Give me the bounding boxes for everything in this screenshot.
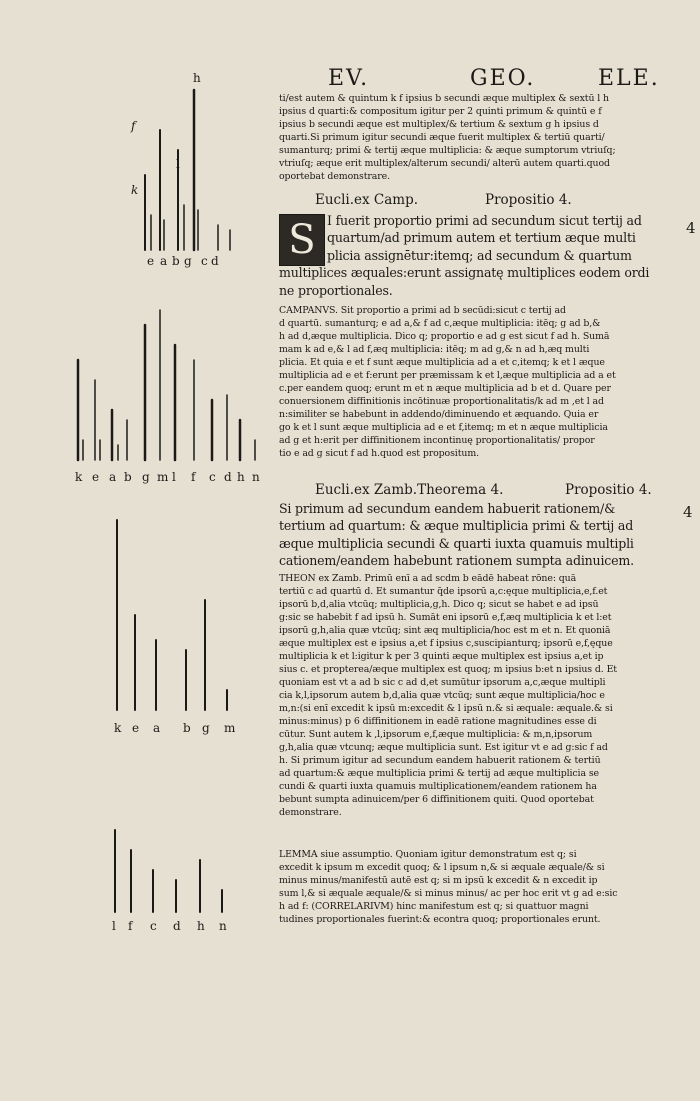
- header-center: GEO.: [470, 66, 536, 91]
- segment-label: c: [209, 470, 216, 484]
- text-line: ti/est autem & quintum k f ipsius b secundi æque multiplex & sextū l h: [279, 93, 609, 104]
- margin-number: 4: [683, 503, 693, 521]
- margin-number: 4: [686, 219, 696, 237]
- segment-label: f: [191, 470, 196, 484]
- text-line: CAMPANVS. Sit proportio a primi ad b secūdi:sicut c tertij ad: [279, 305, 566, 316]
- paragraph-continuation: [279, 92, 689, 183]
- text-line: Si primum ad secundum eandem habuerit rationem/&: [279, 501, 616, 516]
- text-line: mam k ad e,& l ad f,æq multiplicia: itēq; m ad g,& n ad h,æq multi: [279, 344, 590, 355]
- segment-label: l: [176, 157, 180, 171]
- segment-label: c: [150, 919, 157, 933]
- text-line: cationem/eandem habebunt rationem sumpta adinuicem.: [279, 553, 634, 569]
- text-line: excedit k ipsum m excedit quoq; & l ipsum n,& si æquale æquale/& si: [279, 862, 605, 873]
- text-line: d quartū. sumanturq; e ad a,& f ad c,æque multiplicia: itēq; g ad b,&: [279, 318, 601, 329]
- segment-label: b: [183, 721, 191, 735]
- initial-letter: S: [288, 217, 316, 263]
- segment-label: n: [219, 919, 227, 933]
- text-line: plicia. Et quia e et f sunt æque multiplicia ad a et c,itemq; k et l æque: [279, 357, 605, 368]
- segment-label: k: [131, 183, 139, 197]
- segment-label: b: [172, 254, 180, 268]
- text-line: minus minus/manifestū autē est q; si m ipsū k excedit & n excedit ip: [279, 875, 598, 886]
- section-heading: [315, 482, 695, 498]
- text-line: THEON ex Zamb. Primū enī a ad scdm b eādē habeat rōne: quā: [279, 573, 577, 584]
- segment-label: c: [201, 254, 208, 268]
- segment-label: n: [252, 470, 260, 484]
- text-line: æque multiplex est e ipsius a,et f ipsius c,suscipianturq; ipsorū e,f,ęque: [279, 638, 613, 649]
- text-line: multiplicia ad e et f:erunt per præmissam k et l,æque multiplicia ad a et: [279, 370, 616, 381]
- text-line: go k et l sunt æque multiplicia ad e et f,itemq; m et n æque multiplicia: [279, 422, 608, 433]
- lemma-paragraph: [279, 848, 689, 926]
- text-line: cundi & quarti iuxta quamuis multiplicationem/eandem rationem ha: [279, 781, 597, 792]
- segment-label: m: [157, 470, 169, 484]
- heading-source: Eucli.ex Camp.: [315, 192, 419, 208]
- segment-label: a: [160, 254, 168, 268]
- text-line: plicia assignētur:itemq; ad secundum & quartum: [327, 247, 632, 263]
- text-line: ipsius d quarti:& compositum igitur per 2 quinti primum & quintū e f: [279, 106, 602, 117]
- heading-proposition: Propositio 4.: [485, 192, 572, 208]
- segment-label: a: [153, 721, 161, 735]
- text-line: quartum/ad primum autem et tertium æque multi: [327, 230, 636, 246]
- segment-label: b: [124, 470, 132, 484]
- segment-label: f: [128, 919, 133, 933]
- text-line: m,n:(si enī excedit k ipsū m:excedit & l ipsū n.& si æquale: æquale.& si: [279, 703, 613, 714]
- text-line: sum l,& si æquale æquale/& si minus minus/ ac per hoc erit vt g ad e:sic: [279, 888, 618, 899]
- campanus-commentary: [279, 304, 689, 460]
- text-line: sumanturq; primi & tertij æque multiplicia: & æque sumptorum vtriuſq;: [279, 145, 616, 156]
- segment-label: g: [142, 470, 150, 484]
- segment-label: h: [193, 71, 201, 85]
- text-line: minus:minus) p 6 diffinitionem in eadē ratione magnitudines esse di: [279, 716, 597, 727]
- margin-figures: [0, 0, 270, 1101]
- segment-label: d: [211, 254, 219, 268]
- proposition-statement: [279, 212, 689, 299]
- text-line: ipsorū b,d,alia vtcūq; multiplicia,g,h. Dico q; sicut se habet e ad ipsū: [279, 599, 599, 610]
- text-line: quarti.Si primum igitur secundi æque fuerit multiplex & tertiū quarti/: [279, 132, 605, 143]
- text-line: ad quartum:& æque multiplicia primi & tertij ad æque multiplicia se: [279, 768, 599, 779]
- text-line: h ad d,æque multiplicia. Dico q; proportio e ad g est sicut f ad h. Sumā: [279, 331, 610, 342]
- running-header: [328, 66, 688, 94]
- text-line: g:sic se habebit f ad ipsū h. Sumāt eni ipsorū e,f,æq multiplicia k et l:et: [279, 612, 612, 623]
- heading-proposition: Propositio 4.: [565, 482, 652, 498]
- text-line: tertium ad quartum: & æque multiplicia primi & tertij ad: [279, 518, 634, 534]
- text-line: c.per eandem quoq; erunt m et n æque multiplicia ad b et d. Quare per: [279, 383, 611, 394]
- text-line: LEMMA siue assumptio. Quoniam igitur demonstratum est q; si: [279, 849, 577, 860]
- heading-source: Eucli.ex Zamb.Theorema 4.: [315, 482, 504, 498]
- segment-label: e: [147, 254, 155, 268]
- text-line: bebunt sumpta adinuicem/per 6 diffinitionem quiti. Quod oportebat: [279, 794, 594, 805]
- header-right: ELE.: [598, 66, 660, 91]
- text-line: vtriuſq; æque erit multiplex/alterum secundi/ alterū autem quarti.quod: [279, 158, 610, 169]
- text-line: tudines proportionales fuerint:& econtra quoq; proportionales erunt.: [279, 914, 601, 925]
- segment-label: d: [173, 919, 181, 933]
- text-line: demonstrare.: [279, 807, 342, 818]
- segment-label: l: [172, 470, 176, 484]
- segment-label: m: [224, 721, 236, 735]
- segment-label: e: [132, 721, 140, 735]
- segment-label: a: [109, 470, 117, 484]
- text-line: multiplicia k et l:igitur k per 3 quinti æque multiplex est ipsius a,et ip: [279, 651, 604, 662]
- text-line: n:similiter se habebunt in addendo/diminuendo et æquando. Quia er: [279, 409, 599, 420]
- text-line: oportebat demonstrare.: [279, 171, 391, 182]
- text-line: tio e ad g sicut f ad h.quod est propositum.: [279, 448, 479, 459]
- segment-label: h: [197, 919, 205, 933]
- text-line: h ad f: (CORRELARIVM) hinc manifestum est q; si quattuor magni: [279, 901, 589, 912]
- segment-label: k: [75, 470, 83, 484]
- header-left: EV.: [328, 66, 370, 91]
- theon-commentary: [279, 572, 689, 819]
- text-line: g,h,alia quæ vtcunq; æque multiplicia sunt. Est igitur vt e ad g:sic f ad: [279, 742, 608, 753]
- text-line: conuersionem diffinitionis incōtinuæ proportionalitatis/k ad m ,et l ad: [279, 396, 604, 407]
- text-line: ad g et h:erit per diffinitionem incontinuę proportionalitatis/ propor: [279, 435, 595, 446]
- text-line: multiplices æquales:erunt assignatę multiplices eodem ordi: [279, 265, 650, 281]
- segment-label: l: [112, 919, 116, 933]
- text-line: ipsius b secundi æque est multiplex/& tertium & sextum g h ipsius d: [279, 119, 599, 130]
- segment-label: d: [224, 470, 232, 484]
- zamberti-statement: [279, 500, 689, 570]
- section-heading: [315, 192, 695, 208]
- segment-label: e: [92, 470, 100, 484]
- text-line: h. Si primum igitur ad secundum eandem habuerit rationem & tertiū: [279, 755, 601, 766]
- text-line: tertiū c ad quartū d. Et sumantur q̄de ipsorū a,c:ęque multiplicia,e,f.et: [279, 586, 608, 597]
- text-line: ne proportionales.: [279, 282, 393, 298]
- proportion-figures-svg: [0, 0, 270, 1101]
- text-line: ipsorū g,h,alia quæ vtcūq; sint æq multiplicia/hoc est m et n. Et quoniā: [279, 625, 611, 636]
- segment-label: h: [237, 470, 245, 484]
- segment-label: k: [114, 721, 122, 735]
- text-line: I fuerit proportio primi ad secundum sicut tertij ad: [327, 213, 642, 228]
- text-line: æque multiplicia secundi & quarti iuxta quamuis multipli: [279, 535, 634, 551]
- text-line: sius c. et propterea/æque multiplex est quoq; m ipsius b:et n ipsius d. Et: [279, 664, 617, 675]
- text-line: cia k,l,ipsorum autem b,d,alia quæ vtcūq; sunt æque multiplicia/hoc e: [279, 690, 605, 701]
- segment-label: g: [184, 254, 192, 268]
- text-line: quoniam est vt a ad b sic c ad d,et sumūtur ipsorum a,c,æque multipli: [279, 677, 606, 688]
- text-line: cūtur. Sunt autem k ,l,ipsorum e,f,æque multiplicia: & m,n,ipsorum: [279, 729, 593, 740]
- segment-label: g: [202, 721, 210, 735]
- segment-label: f: [131, 119, 136, 133]
